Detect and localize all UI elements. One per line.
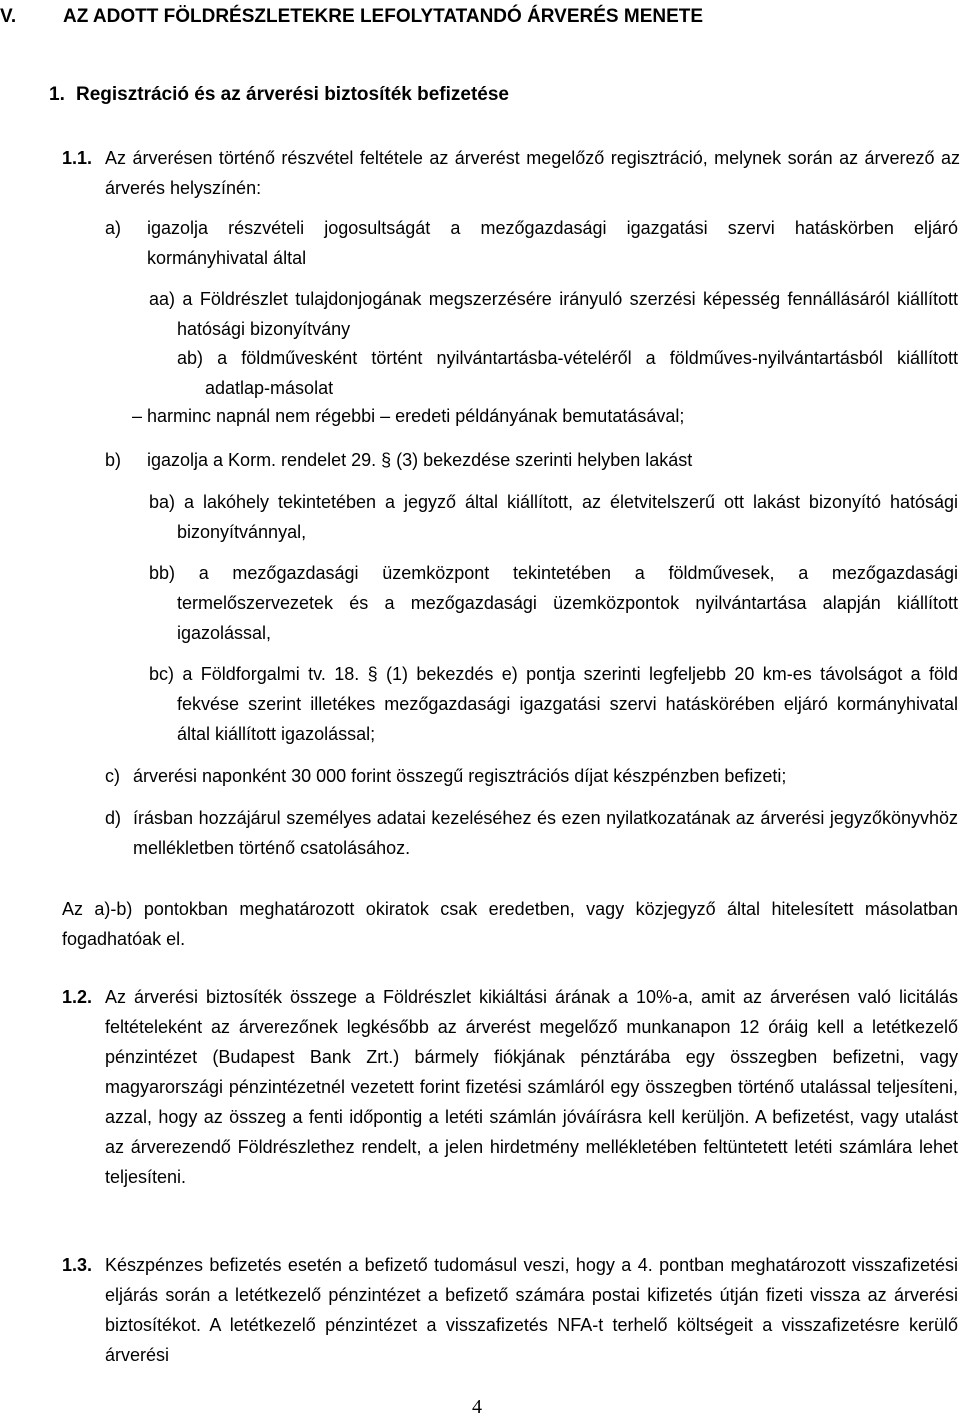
list-item-text: igazolja a Korm. rendelet 29. § (3) bekezdése szerinti helyben lakást [147, 450, 693, 470]
paragraph-text: Készpénzes befizetés esetén a befizető tudomásul veszi, hogy a 4. pontban meghatározott visszafizetési eljárás során a letétkezelő pénzintézet a befizető számára postai kifizetés útján fizeti vissza az árverési biztosítékot. A letétkezelő pénzintézet a visszafizetés NFA-t terhelő költségeit a visszafizetésre kerülő árverési [105, 1255, 958, 1365]
list-item-text: írásban hozzájárul személyes adatai kezeléséhez és ezen nyilatkozatának az árverési jegyzőkönyvhöz mellékletben történő csatolásához. [133, 808, 958, 858]
page-number: 4 [472, 1396, 482, 1418]
paragraph-number: 1.2. [62, 987, 93, 1007]
list-item-text: igazolja részvételi jogosultságát a mezőgazdasági igazgatási szervi hatáskörben eljáró kormányhivatal által [147, 218, 958, 268]
section-marker: 1. [49, 84, 65, 105]
validity-note-text: – harminc napnál nem régebbi – eredeti példányának bemutatásával; [132, 406, 685, 426]
paragraph-text: Az árverésen történő részvétel feltétele az árverést megelőző regisztráció, melynek során az árverező az árverés helyszínén: [105, 148, 960, 198]
documents-note-text: Az a)-b) pontokban meghatározott okiratok csak eredetben, vagy közjegyző által hitelesített másolatban fogadhatóak el. [62, 899, 958, 949]
sub-item-bc [149, 659, 958, 749]
paragraph-number: 1.1. [62, 148, 93, 168]
list-marker: b) [105, 450, 122, 470]
list-marker: c) [105, 766, 120, 786]
sub-item-aa [149, 284, 958, 344]
list-marker: a) [105, 218, 122, 238]
chapter-heading [0, 2, 960, 32]
list-item-text: árverési naponként 30 000 forint összegű regisztrációs díjat készpénzben befizeti; [133, 766, 787, 786]
sub-item-text: aa) a Földrészlet tulajdonjogának megszerzésére irányuló szerzési képesség fennállásáról kiállított hatósági bizonyítvány [149, 289, 958, 339]
sub-item-text: ba) a lakóhely tekintetében a jegyző által kiállított, az életvitelszerű ott lakást bizonyító hatósági bizonyítvánnyal, [149, 492, 958, 542]
validity-note [132, 401, 958, 431]
sub-item-ba [149, 487, 958, 547]
paragraph-text: Az árverési biztosíték összege a Földrészlet kikiáltási árának a 10%-a, amit az árverésen való licitálás feltételeként az árverezőnek legkésőbb az árverést megelőző munkanapon 12 óráig kell a letétkezelő pénzintézet (Budapest Bank Zrt.) bármely fiókjának pénztárába egy összegben befizetni, vagy magyarországi pénzintézetnél vezetett forint fizetési számláról egy összegben történő utalással teljesíteni, azzal, hogy az összeg a fenti időpontig a letéti számlán jóváírásra kell kerüljön. A befizetést, vagy utalást az árverezendő Földrészlethez rendelt, a jelen hirdetmény mellékletében feltüntetett letéti számlára lehet teljesíteni. [105, 987, 958, 1187]
list-item-b [105, 445, 958, 475]
paragraph-1-2 [62, 982, 958, 1192]
sub-item-text: bb) a mezőgazdasági üzemközpont tekintetében a földművesek, a mezőgazdasági termelőszervezetek és a mezőgazdasági üzemközpontok nyilvántartása alapján kiállított igazolással, [149, 563, 958, 643]
list-marker: d) [105, 808, 122, 828]
sub-item-text: bc) a Földforgalmi tv. 18. § (1) bekezdés e) pontja szerinti legfeljebb 20 km-es távolságot a föld fekvése szerint illetékes mezőgazdasági igazgatási szervi hatáskörében eljáró kormányhivatal által kiállított igazolással; [149, 664, 958, 744]
paragraph-1-1 [62, 143, 960, 203]
section-title: Regisztráció és az árverési biztosíték befizetése [76, 84, 509, 105]
paragraph-1-3 [62, 1250, 958, 1370]
section-heading [49, 80, 949, 110]
chapter-marker: V. [0, 6, 17, 27]
list-item-d [105, 803, 958, 863]
documents-note [62, 894, 958, 954]
paragraph-number: 1.3. [62, 1255, 93, 1275]
sub-item-ab [177, 343, 958, 403]
list-item-a [105, 213, 958, 273]
sub-item-bb [149, 558, 958, 648]
sub-item-text: ab) a földművesként történt nyilvántartásba-vételéről a földműves-nyilvántartásból kiállított adatlap-másolat [177, 348, 958, 398]
chapter-title: AZ ADOTT FÖLDRÉSZLETEKRE LEFOLYTATANDÓ ÁRVERÉS MENETE [63, 6, 704, 27]
list-item-c [105, 761, 958, 791]
